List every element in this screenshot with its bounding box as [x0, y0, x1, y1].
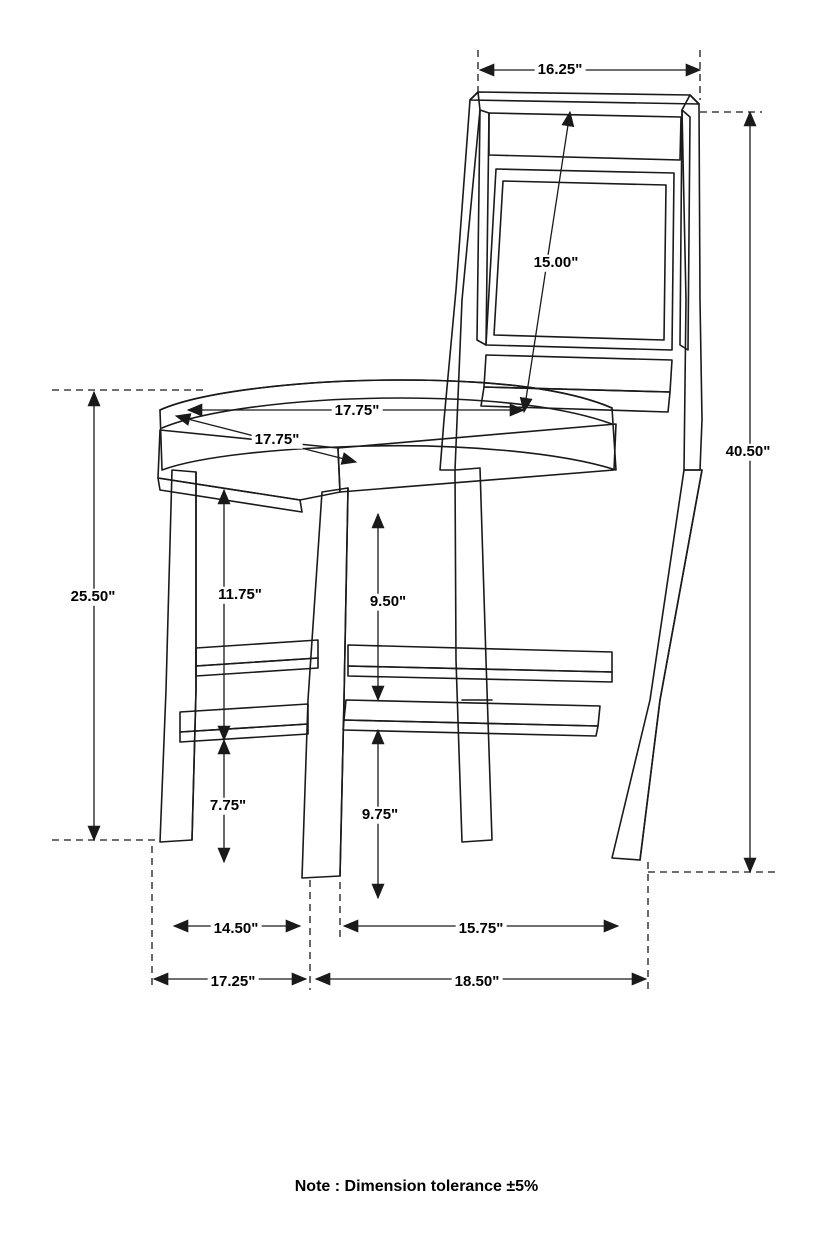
dimension-label-lower-rail-height: 7.75": [207, 798, 249, 815]
dimension-label-overall-depth: 17.25": [208, 974, 259, 991]
dimension-label-stretcher-height: 9.75": [359, 807, 401, 824]
dimension-label-upper-rail-height: 11.75": [215, 587, 265, 604]
dimension-label-leg-span-side: 14.50": [211, 921, 262, 938]
dimension-label-seat-width-front: 17.75": [252, 432, 303, 449]
dimension-label-back-panel-height: 15.00": [531, 255, 582, 272]
dimension-label-leg-span-front: 15.75": [456, 921, 507, 938]
tolerance-note: Note : Dimension tolerance ±5%: [294, 1178, 539, 1195]
dimension-label-seat-depth-left: 17.75": [332, 403, 383, 420]
dimension-label-overall-width: 18.50": [452, 974, 503, 991]
dimension-label-overall-height: 40.50": [723, 444, 774, 461]
dimension-label-back-width: 16.25": [535, 62, 586, 79]
dimension-label-footrest-height: 9.50": [367, 594, 409, 611]
dimension-label-seat-height: 25.50": [68, 589, 119, 606]
